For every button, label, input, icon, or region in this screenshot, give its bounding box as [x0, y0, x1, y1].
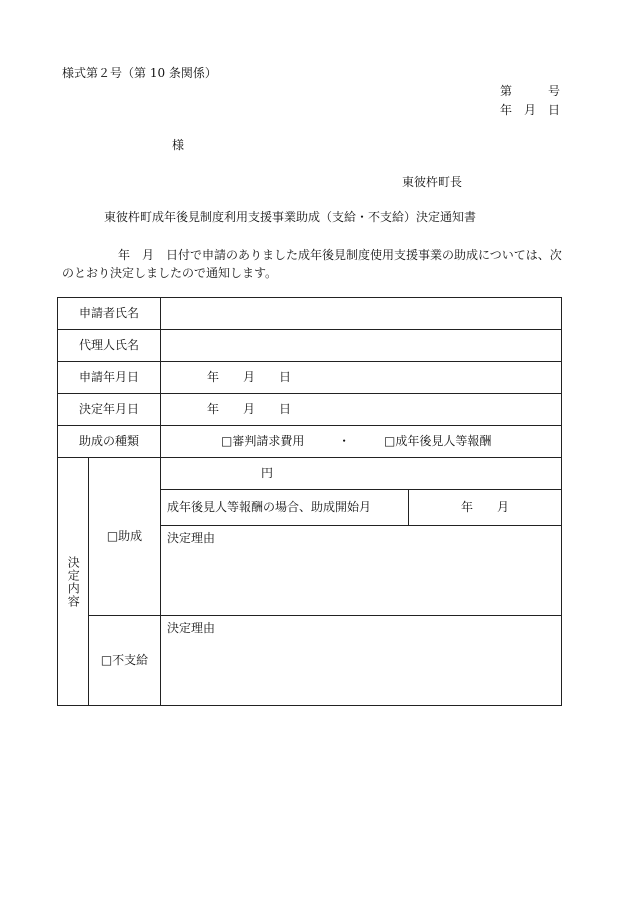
subsidy-separator: ・ — [338, 434, 351, 449]
grant-checkbox[interactable]: □助成 — [89, 458, 161, 616]
nonpay-row — [58, 616, 562, 706]
form-number: 様式第２号（第 10 条関係） — [62, 66, 217, 80]
intro-date-prefix: 年 月 日付 — [118, 248, 191, 262]
grant-reason-field[interactable]: 決定理由 — [161, 526, 562, 616]
applicant-name-label: 申請者氏名 — [58, 298, 161, 330]
decision-date-label: 決定年月日 — [58, 394, 161, 426]
grant-amount-row — [58, 458, 562, 490]
intro-text: で申請のありました成年後見制度使用支援事業の助成については、次のとおり決定しましたので通知します。 — [62, 248, 562, 280]
number-date-block — [500, 82, 560, 120]
nonpay-checkbox[interactable]: □不支給 — [89, 616, 161, 706]
issuer-name: 東彼杵町長 — [402, 175, 463, 189]
decision-date-field[interactable]: 年 月 日 — [161, 394, 562, 426]
addressee-suffix: 様 — [172, 138, 185, 152]
issue-date: 年 月 日 — [499, 103, 560, 117]
subsidy-type-row — [58, 426, 562, 458]
applicant-name-row — [58, 298, 562, 330]
application-date-row — [58, 362, 562, 394]
application-date-label: 申請年月日 — [58, 362, 161, 394]
decision-date-row — [58, 394, 562, 426]
subsidy-option-trial-fee[interactable]: □審判請求費用 — [221, 434, 305, 449]
grant-amount-field[interactable]: 円 — [161, 458, 562, 490]
start-month-field[interactable]: 年 月 — [409, 490, 562, 526]
subsidy-type-label: 助成の種類 — [58, 426, 161, 458]
document-title: 東彼杵町成年後見制度利用支援事業助成（支給・不支給）決定通知書 — [104, 210, 477, 224]
nonpay-reason-field[interactable]: 決定理由 — [161, 616, 562, 706]
start-month-label: 成年後見人等報酬の場合、助成開始月 — [161, 490, 409, 526]
intro-paragraph — [62, 246, 562, 282]
application-date-field[interactable]: 年 月 日 — [161, 362, 562, 394]
decision-form-table — [57, 297, 562, 706]
decision-content-label: 決定内容 — [58, 458, 89, 706]
agent-name-row — [58, 330, 562, 362]
document-number: 第 号 — [499, 84, 560, 98]
applicant-name-field[interactable] — [161, 298, 562, 330]
subsidy-type-options — [161, 426, 562, 458]
agent-name-label: 代理人氏名 — [58, 330, 161, 362]
subsidy-option-guardian-fee[interactable]: □成年後見人等報酬 — [384, 434, 492, 449]
agent-name-field[interactable] — [161, 330, 562, 362]
